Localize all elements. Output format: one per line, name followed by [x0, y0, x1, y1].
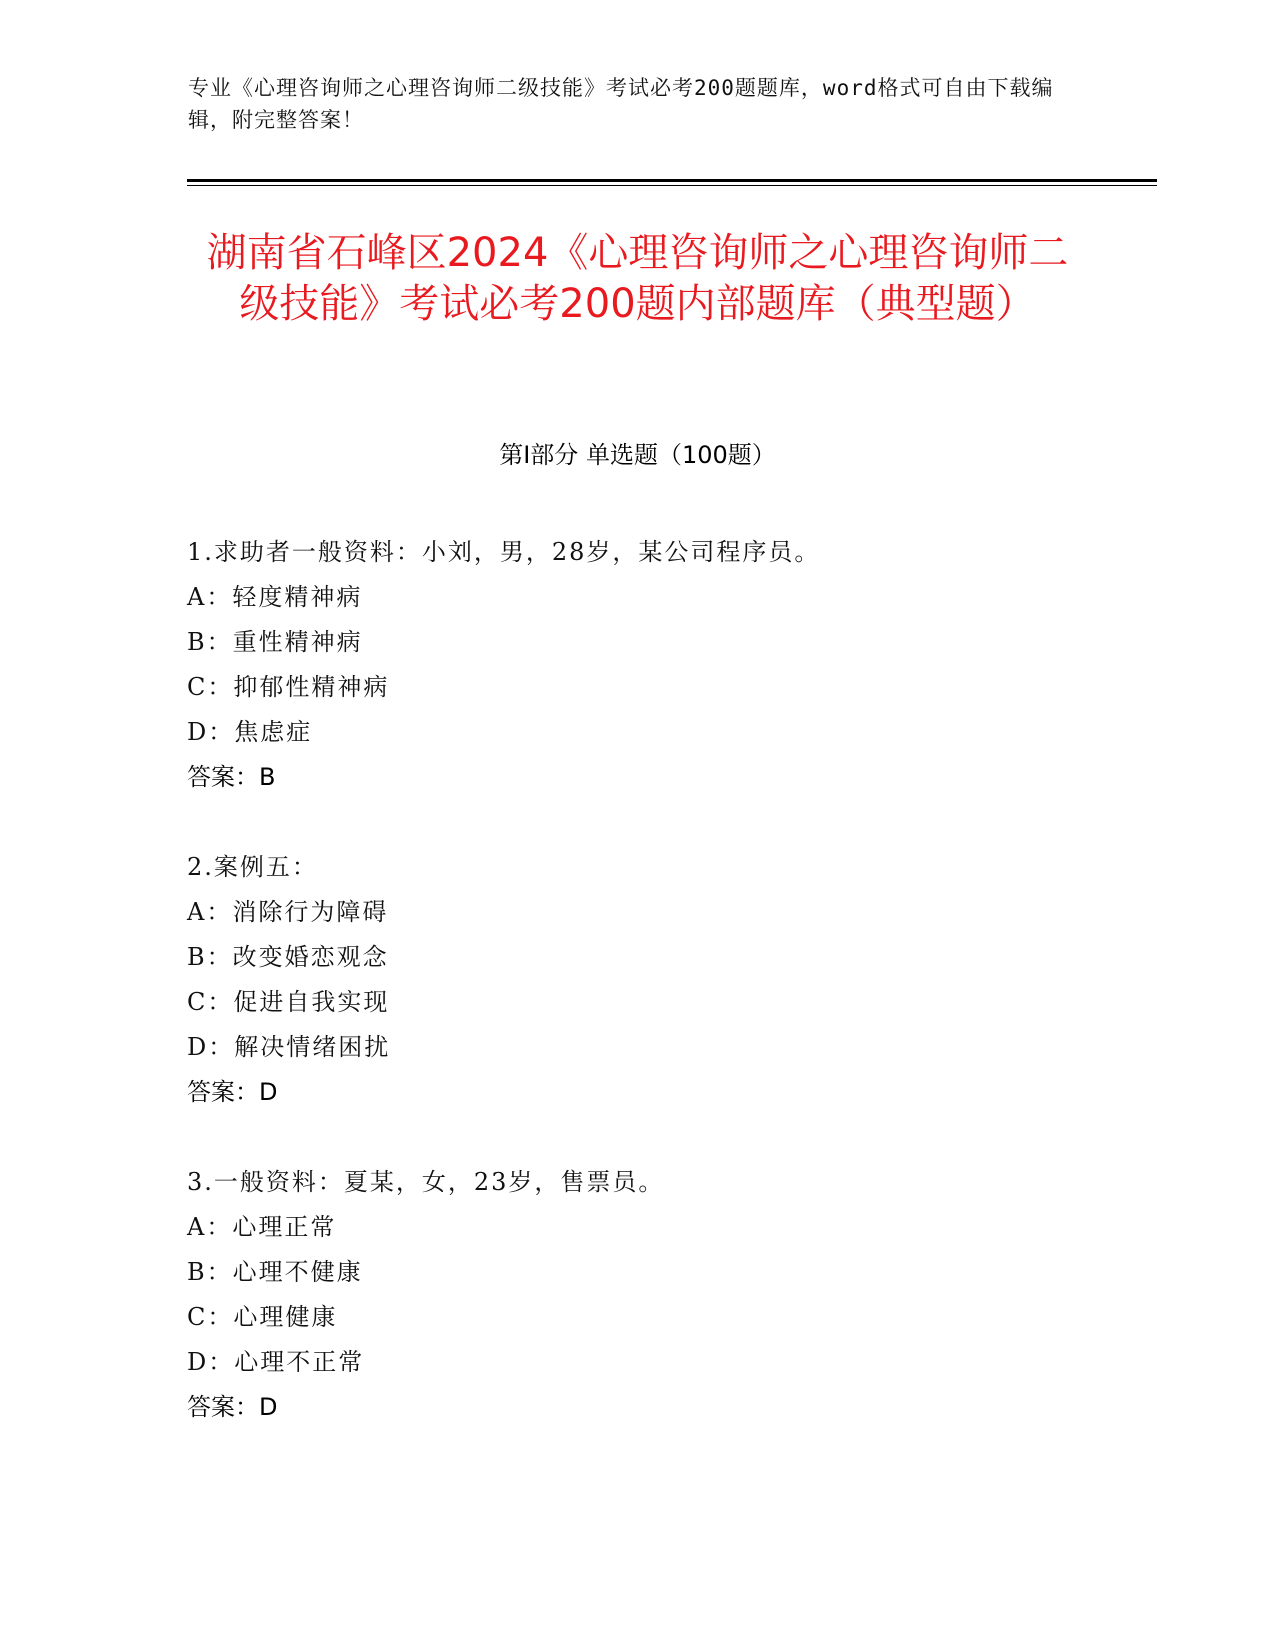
- option-d: D：焦虑症: [187, 718, 313, 746]
- header-rule-thin: [187, 185, 1157, 186]
- option-d: D：心理不正常: [187, 1348, 365, 1376]
- option-b: B：改变婚恋观念: [187, 943, 389, 971]
- question-spacer: [187, 800, 1087, 845]
- option-a: A：心理正常: [187, 1213, 337, 1241]
- option-a: A：消除行为障碍: [187, 898, 389, 926]
- option-b: B：心理不健康: [187, 1258, 363, 1286]
- answer: 答案：D: [187, 1078, 278, 1106]
- question-list: [187, 530, 1087, 1430]
- question-stem: 1.求助者一般资料：小刘，男，28岁，某公司程序员。: [187, 538, 821, 566]
- option-d: D：解决情绪困扰: [187, 1033, 391, 1061]
- header-note: 专业《心理咨询师之心理咨询师二级技能》考试必考200题题库，word格式可自由下载编辑，附完整答案！: [188, 76, 1054, 132]
- answer: 答案：D: [187, 1393, 278, 1421]
- answer: 答案：B: [187, 763, 276, 791]
- option-b: B：重性精神病: [187, 628, 363, 656]
- question-stem: 3.一般资料：夏某，女，23岁，售票员。: [187, 1168, 665, 1196]
- option-c: C：抑郁性精神病: [187, 673, 390, 701]
- option-c: C：促进自我实现: [187, 988, 390, 1016]
- question-2: [187, 845, 1087, 1115]
- question-stem: 2.案例五：: [187, 853, 318, 881]
- option-a: A：轻度精神病: [187, 583, 363, 611]
- question-spacer: [187, 1115, 1087, 1160]
- question-1: [187, 530, 1087, 800]
- option-c: C：心理健康: [187, 1303, 338, 1331]
- section-title: 第I部分 单选题（100题）: [499, 441, 776, 469]
- header-rule-thick: [187, 179, 1157, 182]
- question-3: [187, 1160, 1087, 1430]
- document-title: 湖南省石峰区2024《心理咨询师之心理咨询师二级技能》考试必考200题内部题库（典型题）: [206, 230, 1069, 327]
